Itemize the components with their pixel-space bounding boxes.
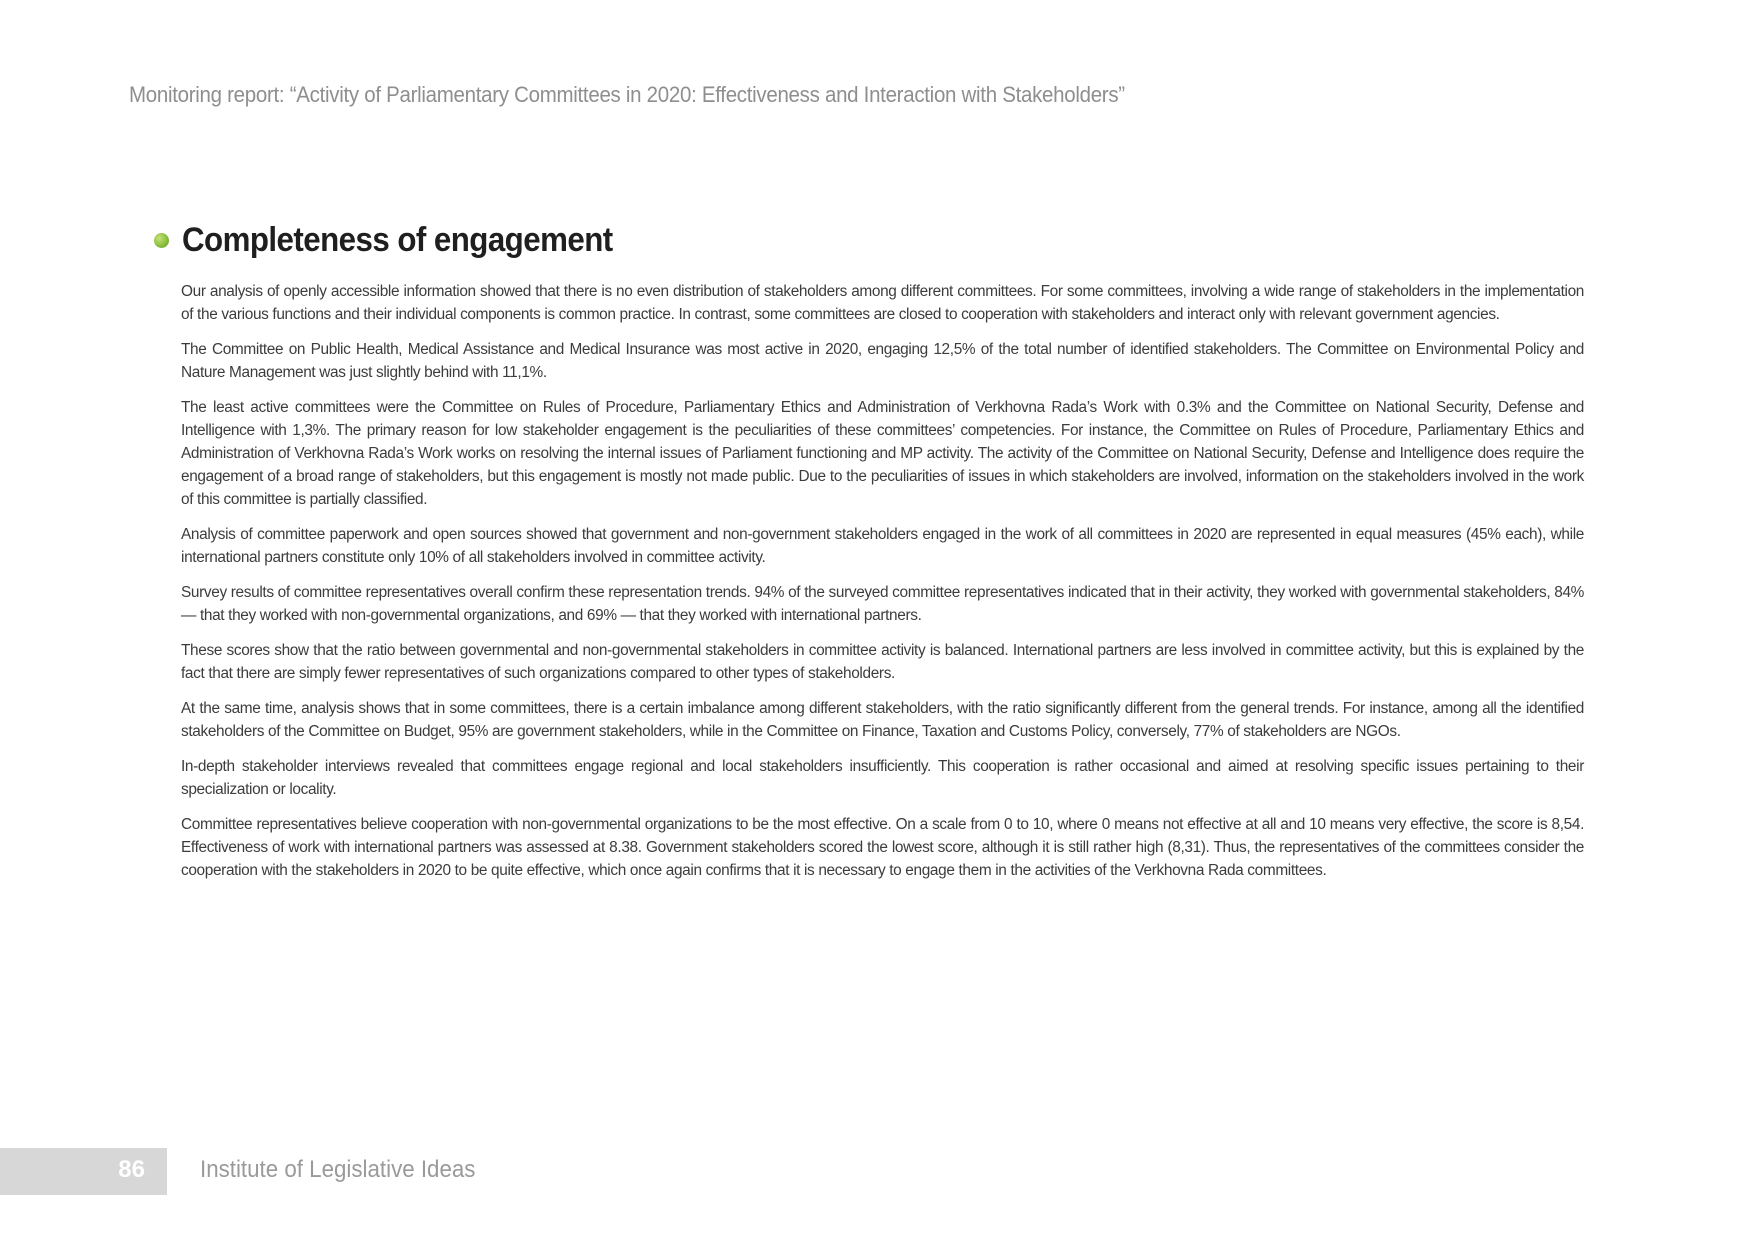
running-header-title: Monitoring report: “Activity of Parliamentary Committees in 2020: Effectiveness and Interaction with Stakeholders” (129, 82, 1125, 107)
section-completeness-of-engagement (154, 218, 1584, 894)
section-body (181, 280, 1584, 882)
section-heading-row (154, 218, 1584, 262)
paragraph: The Committee on Public Health, Medical Assistance and Medical Insurance was most active in 2020, engaging 12,5% of the total number of identified stakeholders. The Committee on Environmental Policy and Nature Management was just slightly behind with 11,1%. (181, 341, 1584, 381)
green-bullet-icon (154, 233, 169, 248)
paragraph: At the same time, analysis shows that in some committees, there is a certain imbalance among different stakeholders, with the ratio significantly different from the general trends. For instance, among all the identified stakeholders of the Committee on Budget, 95% are government stakeholders, while in the Committee on Finance, Taxation and Customs Policy, conversely, 77% of stakeholders are NGOs. (181, 700, 1584, 740)
section-title: Completeness of engagement (182, 220, 613, 259)
page-number-box (0, 1148, 167, 1195)
paragraph: The least active committees were the Committee on Rules of Procedure, Parliamentary Ethics and Administration of Verkhovna Rada’s Work with 0.3% and the Committee on National Security, Defense and Intelligence with 1,3%. The primary reason for low stakeholder engagement is the peculiarities of these committees’ competencies. For instance, the Committee on Rules of Procedure, Parliamentary Ethics and Administration of Verkhovna Rada’s Work works on resolving the internal issues of Parliament functioning and MP activity. The activity of the Committee on National Security, Defense and Intelligence does require the engagement of a broad range of stakeholders, but this engagement is mostly not made public. Due to the peculiarities of issues in which stakeholders are involved, information on the stakeholders involved in the work of this committee is partially classified. (181, 399, 1584, 508)
paragraph: Our analysis of openly accessible information showed that there is no even distribution of stakeholders among different committees. For some committees, involving a wide range of stakeholders in the implementation of the various functions and their individual components is common practice. In contrast, some committees are closed to cooperation with stakeholders and interact only with relevant government agencies. (181, 283, 1584, 323)
paragraph: Survey results of committee representatives overall confirm these representation trends. 94% of the surveyed committee representatives indicated that in their activity, they worked with governmental stakeholders, 84% — that they worked with non-governmental organizations, and 69% — that they worked with international partners. (181, 584, 1584, 624)
page-number: 86 (118, 1156, 145, 1183)
paragraph: In-depth stakeholder interviews revealed that committees engage regional and local stakeholders insufficiently. This cooperation is rather occasional and aimed at resolving specific issues pertaining to their specialization or locality. (181, 758, 1584, 798)
footer-organization: Institute of Legislative Ideas (200, 1156, 476, 1183)
paragraph: Committee representatives believe cooperation with non-governmental organizations to be the most effective. On a scale from 0 to 10, where 0 means not effective at all and 10 means very effective, the score is 8,54. Effectiveness of work with international partners was assessed at 8.38. Government stakeholders scored the lowest score, although it is still rather high (8,31). Thus, the representatives of the committees consider the cooperation with the stakeholders in 2020 to be quite effective, which once again confirms that it is necessary to engage them in the activities of the Verkhovna Rada committees. (181, 816, 1584, 879)
paragraph: These scores show that the ratio between governmental and non-governmental stakeholders in committee activity is balanced. International partners are less involved in committee activity, but this is explained by the fact that there are simply fewer representatives of such organizations compared to other types of stakeholders. (181, 642, 1584, 682)
paragraph: Analysis of committee paperwork and open sources showed that government and non-government stakeholders engaged in the work of all committees in 2020 are represented in equal measures (45% each), while international partners constitute only 10% of all stakeholders involved in committee activity. (181, 526, 1584, 566)
